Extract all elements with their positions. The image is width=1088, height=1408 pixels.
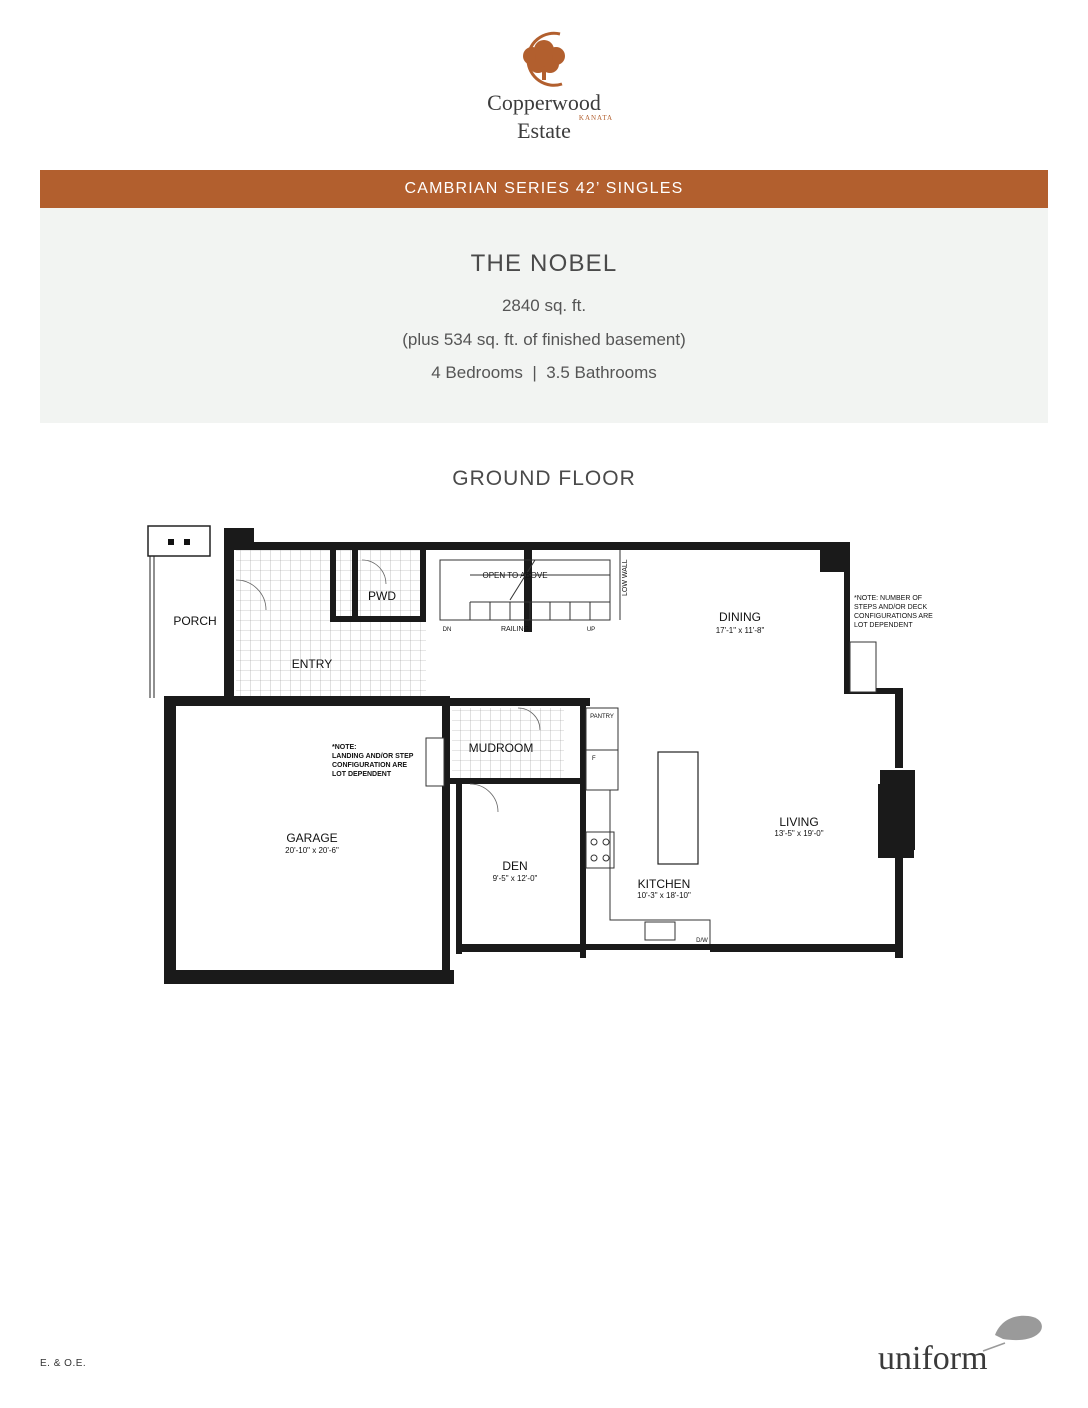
fireplace <box>878 784 914 858</box>
garage-note <box>332 744 414 778</box>
label-kitchen: KITCHEN <box>637 877 691 891</box>
label-garage-dim: 20'-10" x 20'-6" <box>285 846 339 855</box>
svg-text:*NOTE: NUMBER OF: *NOTE: NUMBER OF <box>854 595 923 602</box>
oak-leaf-icon <box>983 1316 1042 1351</box>
svg-text:STEPS AND/OR DECK: STEPS AND/OR DECK <box>854 604 928 611</box>
brand-location: KANATA <box>578 114 614 122</box>
label-porch: PORCH <box>173 614 217 628</box>
model-rooms: 4 Bedrooms | 3.5 Bathrooms <box>431 363 657 382</box>
deck-steps <box>850 642 876 692</box>
svg-text:LOT DEPENDENT: LOT DEPENDENT <box>854 622 913 629</box>
floor-plan <box>140 520 960 990</box>
copperwood-estate-logo <box>460 24 628 148</box>
label-open-to-above: OPEN TO ABOVE <box>482 571 548 580</box>
label-pwd: PWD <box>368 589 396 603</box>
uniform-logo <box>875 1305 1055 1380</box>
label-low-wall: LOW WALL <box>622 559 629 596</box>
label-mudroom: MUDROOM <box>468 741 534 755</box>
svg-text:CONFIGURATION ARE: CONFIGURATION ARE <box>332 762 408 769</box>
label-kitchen-dim: 10'-3" x 18'-10" <box>637 891 691 900</box>
label-dn: DN <box>442 627 452 633</box>
series-banner <box>40 170 1048 208</box>
label-dining: DINING <box>719 610 761 624</box>
kitchen-island <box>658 752 698 864</box>
model-info-panel <box>40 208 1048 423</box>
label-railing: RAILING <box>500 626 530 633</box>
label-living-dim: 13'-5" x 19'-0" <box>774 829 824 838</box>
svg-text:*NOTE:: *NOTE: <box>332 744 357 751</box>
label-pantry: PANTRY <box>590 714 614 720</box>
model-title: THE NOBEL <box>470 250 618 277</box>
label-den: DEN <box>502 859 528 873</box>
garage-landing <box>426 738 444 786</box>
label-up: UP <box>586 627 596 633</box>
brand-name-line1: Copperwood <box>487 90 601 115</box>
svg-text:LANDING AND/OR STEP: LANDING AND/OR STEP <box>332 753 414 760</box>
svg-text:LOT DEPENDENT: LOT DEPENDENT <box>332 771 392 778</box>
porch-area <box>148 526 210 698</box>
label-fridge: F <box>592 756 596 762</box>
model-basement: (plus 534 sq. ft. of finished basement) <box>402 330 686 349</box>
floor-label: GROUND FLOOR <box>452 467 636 490</box>
label-den-dim: 9'-5" x 12'-0" <box>492 874 538 883</box>
label-dining-dim: 17'-1" x 11'-8" <box>715 626 765 635</box>
deck-note <box>854 595 933 629</box>
label-garage: GARAGE <box>286 831 338 845</box>
disclaimer: E. & O.E. <box>40 1358 87 1369</box>
series-label: CAMBRIAN SERIES 42’ SINGLES <box>404 180 684 197</box>
brand-name-line2: Estate <box>517 118 571 143</box>
model-area: 2840 sq. ft. <box>501 296 587 315</box>
label-entry: ENTRY <box>291 657 333 671</box>
tree-icon <box>523 40 565 80</box>
label-living: LIVING <box>779 815 819 829</box>
builder-name: uniform <box>878 1340 988 1377</box>
label-dw: D/W <box>696 938 708 944</box>
svg-text:CONFIGURATIONS ARE: CONFIGURATIONS ARE <box>854 613 933 620</box>
